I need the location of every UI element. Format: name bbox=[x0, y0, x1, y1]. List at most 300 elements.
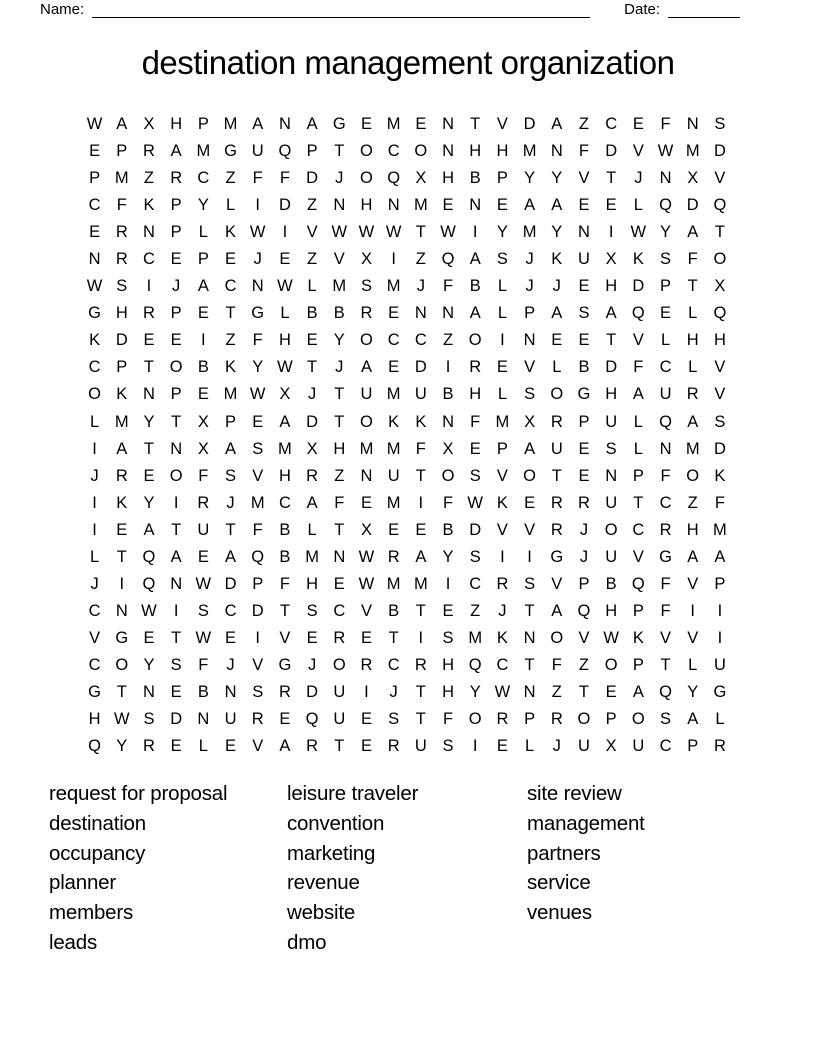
grid-cell-r15-c9: A bbox=[306, 493, 318, 512]
grid-cell-r3-c6: Z bbox=[225, 169, 236, 188]
grid-cell-r17-c20: U bbox=[605, 547, 618, 566]
grid-cell-r14-c16: V bbox=[496, 466, 508, 485]
grid-cell-r4-c15: N bbox=[469, 196, 482, 215]
grid-cell-r19-c16: J bbox=[498, 601, 507, 620]
grid-cell-r17-c18: G bbox=[550, 547, 564, 566]
grid-cell-r8-c14: N bbox=[442, 304, 454, 323]
word-item: convention bbox=[287, 811, 385, 835]
grid-cell-r24-c16: E bbox=[496, 737, 508, 756]
grid-cell-r20-c5: W bbox=[195, 628, 212, 647]
grid-cell-r24-c11: E bbox=[360, 737, 372, 756]
grid-cell-r17-c2: T bbox=[116, 547, 127, 566]
grid-cell-r19-c22: F bbox=[660, 601, 671, 620]
grid-cell-r3-c7: F bbox=[252, 169, 263, 188]
word-item: planner bbox=[49, 871, 116, 895]
grid-cell-r11-c11: U bbox=[360, 385, 373, 404]
grid-cell-r3-c4: R bbox=[170, 169, 183, 188]
grid-cell-r22-c18: Z bbox=[551, 683, 562, 701]
grid-cell-r1-c21: E bbox=[632, 115, 644, 134]
grid-cell-r14-c14: O bbox=[441, 466, 455, 485]
grid-cell-r22-c12: J bbox=[389, 683, 398, 701]
grid-cell-r1-c7: A bbox=[252, 115, 264, 134]
grid-cell-r1-c20: C bbox=[605, 115, 618, 134]
grid-cell-r7-c18: J bbox=[552, 277, 561, 296]
grid-cell-r23-c3: S bbox=[143, 710, 155, 729]
grid-cell-r9-c14: Z bbox=[442, 331, 454, 350]
grid-cell-r10-c12: E bbox=[388, 358, 400, 377]
grid-cell-r14-c19: E bbox=[578, 466, 590, 485]
grid-cell-r3-c23: X bbox=[687, 169, 699, 188]
grid-cell-r1-c8: N bbox=[278, 115, 291, 134]
grid-cell-r4-c21: L bbox=[633, 196, 643, 215]
grid-cell-r14-c17: O bbox=[523, 466, 537, 485]
grid-cell-r8-c18: A bbox=[551, 304, 563, 323]
grid-cell-r3-c9: D bbox=[306, 169, 319, 188]
grid-cell-r23-c7: R bbox=[251, 710, 264, 729]
grid-cell-r13-c15: E bbox=[469, 439, 481, 458]
grid-cell-r4-c13: M bbox=[413, 196, 428, 215]
grid-cell-r10-c22: C bbox=[659, 358, 672, 377]
grid-cell-r6-c18: K bbox=[551, 250, 563, 269]
grid-cell-r12-c2: M bbox=[114, 412, 129, 431]
grid-cell-r8-c5: E bbox=[197, 304, 209, 323]
grid-cell-r13-c24: D bbox=[713, 439, 726, 458]
grid-cell-r3-c5: C bbox=[197, 169, 210, 188]
grid-cell-r13-c8: M bbox=[278, 439, 292, 458]
grid-cell-r7-c17: J bbox=[525, 277, 534, 296]
grid-cell-r2-c8: Q bbox=[278, 142, 292, 161]
grid-cell-r11-c22: U bbox=[659, 385, 672, 404]
grid-cell-r5-c12: W bbox=[385, 223, 402, 242]
grid-cell-r23-c18: R bbox=[550, 710, 563, 729]
grid-cell-r12-c19: P bbox=[578, 412, 590, 431]
grid-cell-r21-c1: C bbox=[88, 655, 101, 674]
grid-cell-r19-c14: E bbox=[442, 601, 454, 620]
grid-cell-r12-c12: K bbox=[388, 412, 400, 431]
grid-cell-r11-c10: T bbox=[334, 385, 345, 404]
grid-cell-r2-c7: U bbox=[251, 142, 264, 161]
grid-cell-r11-c5: E bbox=[197, 385, 209, 404]
grid-cell-r1-c5: P bbox=[197, 115, 209, 134]
grid-cell-r1-c2: A bbox=[116, 115, 128, 134]
grid-cell-r20-c2: G bbox=[115, 628, 129, 647]
grid-cell-r13-c13: F bbox=[415, 439, 426, 458]
grid-cell-r22-c2: T bbox=[116, 683, 127, 701]
grid-cell-r3-c15: B bbox=[469, 169, 481, 188]
grid-cell-r8-c2: H bbox=[115, 304, 128, 323]
grid-cell-r17-c22: G bbox=[659, 547, 672, 566]
grid-cell-r10-c8: W bbox=[277, 358, 293, 377]
grid-cell-r16-c9: L bbox=[307, 520, 317, 539]
grid-cell-r12-c23: A bbox=[687, 412, 699, 431]
grid-cell-r23-c15: O bbox=[468, 710, 482, 729]
grid-cell-r16-c7: F bbox=[252, 520, 263, 539]
word-item: site review bbox=[527, 782, 622, 805]
grid-cell-r12-c6: P bbox=[225, 412, 237, 431]
grid-cell-r9-c13: C bbox=[414, 331, 427, 350]
grid-cell-r2-c17: M bbox=[522, 142, 537, 161]
grid-cell-r16-c19: J bbox=[579, 520, 589, 539]
grid-cell-r22-c24: G bbox=[713, 683, 727, 701]
grid-cell-r23-c17: P bbox=[524, 710, 536, 729]
grid-cell-r5-c6: K bbox=[225, 223, 237, 242]
grid-cell-r5-c2: R bbox=[115, 223, 128, 242]
grid-cell-r16-c12: E bbox=[388, 520, 400, 539]
grid-cell-r7-c13: J bbox=[416, 277, 425, 296]
grid-cell-r6-c10: V bbox=[333, 250, 345, 269]
grid-cell-r11-c8: X bbox=[279, 385, 291, 404]
grid-cell-r10-c4: O bbox=[169, 358, 183, 377]
grid-cell-r1-c1: W bbox=[86, 115, 103, 134]
grid-cell-r9-c10: Y bbox=[333, 331, 345, 350]
grid-cell-r2-c14: N bbox=[442, 142, 454, 161]
grid-cell-r5-c9: V bbox=[306, 223, 318, 242]
grid-cell-r14-c23: O bbox=[686, 466, 700, 485]
grid-cell-r19-c7: D bbox=[251, 601, 264, 620]
grid-cell-r3-c12: Q bbox=[387, 169, 401, 188]
grid-cell-r6-c14: Q bbox=[441, 250, 455, 269]
word-item: marketing bbox=[287, 841, 376, 865]
grid-cell-r14-c21: P bbox=[632, 466, 644, 485]
grid-cell-r11-c23: R bbox=[686, 385, 699, 404]
grid-cell-r23-c9: Q bbox=[305, 710, 319, 729]
grid-cell-r22-c6: N bbox=[224, 683, 237, 701]
grid-cell-r19-c5: S bbox=[197, 601, 209, 620]
grid-cell-r18-c20: B bbox=[605, 574, 617, 593]
grid-cell-r1-c18: A bbox=[551, 115, 563, 134]
grid-cell-r11-c24: V bbox=[714, 385, 726, 404]
grid-cell-r8-c11: R bbox=[360, 304, 373, 323]
grid-cell-r15-c7: M bbox=[250, 493, 265, 512]
grid-cell-r23-c23: A bbox=[687, 710, 699, 729]
grid-cell-r1-c3: X bbox=[143, 115, 155, 134]
grid-cell-r15-c12: M bbox=[386, 493, 401, 512]
grid-cell-r8-c21: Q bbox=[631, 304, 645, 323]
grid-cell-r13-c20: S bbox=[605, 439, 617, 458]
grid-cell-r21-c11: R bbox=[360, 655, 373, 674]
grid-cell-r21-c4: S bbox=[170, 655, 182, 674]
grid-cell-r20-c8: V bbox=[279, 628, 291, 647]
grid-cell-r24-c2: Y bbox=[116, 737, 128, 756]
grid-cell-r9-c21: V bbox=[632, 331, 644, 350]
grid-cell-r17-c6: A bbox=[225, 547, 237, 566]
grid-cell-r21-c12: C bbox=[387, 655, 400, 674]
grid-cell-r20-c9: E bbox=[306, 628, 318, 647]
grid-cell-r7-c5: A bbox=[197, 277, 209, 296]
grid-cell-r4-c20: E bbox=[605, 196, 617, 215]
grid-cell-r13-c11: M bbox=[359, 439, 374, 458]
grid-cell-r15-c19: R bbox=[578, 493, 590, 512]
grid-cell-r22-c21: A bbox=[632, 683, 644, 701]
name-date-header bbox=[40, 0, 740, 18]
grid-cell-r12-c9: D bbox=[306, 412, 319, 431]
grid-cell-r15-c16: K bbox=[496, 493, 508, 512]
grid-cell-r14-c18: T bbox=[551, 466, 562, 485]
grid-cell-r1-c17: D bbox=[523, 115, 536, 134]
grid-cell-r18-c6: D bbox=[224, 574, 237, 593]
grid-cell-r24-c8: A bbox=[279, 737, 291, 756]
grid-cell-r1-c12: M bbox=[386, 115, 401, 134]
grid-cell-r9-c23: H bbox=[686, 331, 699, 350]
grid-cell-r9-c20: T bbox=[606, 331, 617, 350]
grid-cell-r15-c3: Y bbox=[143, 493, 155, 512]
grid-cell-r8-c10: B bbox=[333, 304, 345, 323]
grid-cell-r17-c21: V bbox=[632, 547, 644, 566]
grid-cell-r5-c19: N bbox=[578, 223, 590, 242]
grid-cell-r18-c2: I bbox=[119, 574, 125, 593]
grid-cell-r22-c7: S bbox=[252, 683, 264, 701]
grid-cell-r13-c14: X bbox=[442, 439, 454, 458]
grid-cell-r11-c21: A bbox=[632, 385, 644, 404]
grid-cell-r20-c13: I bbox=[418, 628, 424, 647]
grid-cell-r22-c23: Y bbox=[687, 683, 699, 701]
grid-cell-r17-c15: S bbox=[469, 547, 481, 566]
grid-cell-r20-c22: V bbox=[660, 628, 672, 647]
grid-cell-r21-c20: O bbox=[604, 655, 618, 674]
grid-cell-r21-c23: L bbox=[688, 655, 698, 674]
grid-cell-r8-c17: P bbox=[524, 304, 536, 323]
grid-cell-r1-c4: H bbox=[170, 115, 183, 134]
grid-cell-r9-c16: I bbox=[500, 331, 505, 350]
letter-grid bbox=[81, 111, 734, 761]
grid-cell-r23-c24: L bbox=[715, 710, 725, 729]
grid-cell-r2-c20: D bbox=[605, 142, 618, 161]
grid-cell-r23-c20: P bbox=[605, 710, 617, 729]
grid-cell-r5-c5: L bbox=[198, 223, 208, 242]
grid-cell-r7-c21: D bbox=[632, 277, 645, 296]
grid-cell-r9-c3: E bbox=[143, 331, 155, 350]
grid-cell-r15-c10: F bbox=[334, 493, 345, 512]
grid-cell-r3-c2: M bbox=[114, 169, 129, 188]
grid-cell-r15-c17: E bbox=[524, 493, 536, 512]
grid-cell-r13-c6: A bbox=[225, 439, 237, 458]
grid-cell-r8-c23: L bbox=[688, 304, 698, 323]
grid-cell-r14-c5: F bbox=[198, 466, 209, 485]
grid-cell-r8-c13: N bbox=[414, 304, 427, 323]
grid-cell-r3-c14: H bbox=[442, 169, 454, 188]
grid-cell-r20-c10: R bbox=[333, 628, 346, 647]
grid-cell-r3-c18: Y bbox=[551, 169, 563, 188]
grid-cell-r17-c3: Q bbox=[142, 547, 156, 566]
grid-cell-r16-c3: A bbox=[143, 520, 155, 539]
grid-cell-r21-c5: F bbox=[198, 655, 209, 674]
grid-cell-r21-c8: G bbox=[278, 655, 292, 674]
grid-cell-r5-c17: M bbox=[522, 223, 537, 242]
name-blank-line bbox=[92, 4, 590, 18]
grid-cell-r2-c11: O bbox=[360, 142, 373, 161]
grid-cell-r7-c15: B bbox=[469, 277, 481, 296]
grid-cell-r23-c2: W bbox=[113, 710, 130, 729]
grid-cell-r19-c24: I bbox=[717, 601, 723, 620]
grid-cell-r3-c24: V bbox=[714, 169, 726, 188]
grid-cell-r6-c16: S bbox=[496, 250, 508, 269]
grid-cell-r15-c18: R bbox=[550, 493, 563, 512]
grid-cell-r16-c4: T bbox=[171, 520, 182, 539]
grid-cell-r12-c14: N bbox=[442, 412, 454, 431]
grid-cell-r24-c10: T bbox=[334, 737, 345, 756]
grid-cell-r20-c19: V bbox=[578, 628, 590, 647]
grid-cell-r1-c24: S bbox=[714, 115, 726, 134]
grid-cell-r13-c12: M bbox=[386, 439, 401, 458]
grid-cell-r12-c18: R bbox=[550, 412, 563, 431]
grid-cell-r10-c17: V bbox=[524, 358, 536, 377]
grid-cell-r19-c9: S bbox=[306, 601, 318, 620]
grid-cell-r1-c23: N bbox=[686, 115, 699, 134]
grid-cell-r12-c13: K bbox=[415, 412, 427, 431]
word-item: members bbox=[49, 901, 134, 925]
grid-cell-r20-c24: I bbox=[717, 628, 723, 647]
grid-cell-r7-c22: P bbox=[660, 277, 672, 296]
grid-cell-r7-c10: M bbox=[332, 277, 347, 296]
grid-cell-r10-c10: J bbox=[335, 358, 344, 377]
grid-cell-r21-c6: J bbox=[226, 655, 235, 674]
grid-cell-r23-c10: U bbox=[333, 710, 346, 729]
grid-cell-r18-c9: H bbox=[306, 574, 319, 593]
grid-cell-r15-c23: Z bbox=[687, 493, 698, 512]
grid-cell-r12-c8: A bbox=[279, 412, 291, 431]
grid-cell-r8-c3: R bbox=[143, 304, 155, 323]
grid-cell-r6-c4: E bbox=[170, 250, 182, 269]
grid-cell-r11-c19: G bbox=[577, 385, 591, 404]
grid-cell-r18-c5: W bbox=[195, 574, 212, 593]
grid-cell-r18-c22: F bbox=[660, 574, 671, 593]
grid-cell-r15-c24: F bbox=[714, 493, 725, 512]
grid-cell-r2-c3: R bbox=[143, 142, 155, 161]
grid-cell-r2-c22: W bbox=[657, 142, 674, 161]
grid-cell-r24-c1: Q bbox=[88, 737, 102, 756]
grid-cell-r3-c22: N bbox=[659, 169, 672, 188]
grid-cell-r20-c21: K bbox=[632, 628, 644, 647]
grid-cell-r4-c22: Q bbox=[659, 196, 672, 215]
grid-cell-r24-c7: V bbox=[252, 737, 264, 756]
grid-cell-r12-c22: Q bbox=[659, 412, 672, 431]
grid-cell-r6-c5: P bbox=[197, 250, 209, 269]
grid-cell-r17-c11: W bbox=[358, 547, 375, 566]
grid-cell-r18-c23: V bbox=[687, 574, 699, 593]
grid-cell-r13-c16: P bbox=[496, 439, 508, 458]
grid-cell-r11-c18: O bbox=[550, 385, 564, 404]
grid-cell-r4-c3: K bbox=[143, 196, 155, 215]
grid-cell-r18-c14: I bbox=[445, 574, 451, 593]
grid-cell-r24-c3: R bbox=[143, 737, 155, 756]
grid-cell-r15-c21: T bbox=[633, 493, 644, 512]
grid-cell-r18-c15: C bbox=[469, 574, 482, 593]
grid-cell-r19-c1: C bbox=[88, 601, 101, 620]
grid-cell-r14-c1: J bbox=[90, 466, 99, 485]
grid-cell-r8-c20: A bbox=[605, 304, 617, 323]
grid-cell-r24-c20: X bbox=[605, 737, 617, 756]
grid-cell-r6-c3: C bbox=[143, 250, 155, 269]
grid-cell-r22-c13: T bbox=[415, 683, 426, 701]
grid-cell-r15-c15: W bbox=[467, 493, 483, 512]
grid-cell-r11-c17: S bbox=[524, 385, 536, 404]
grid-cell-r3-c3: Z bbox=[143, 169, 155, 188]
grid-cell-r23-c4: D bbox=[170, 710, 183, 729]
grid-cell-r5-c20: I bbox=[608, 223, 614, 242]
grid-cell-r22-c5: B bbox=[197, 683, 209, 701]
grid-cell-r5-c1: E bbox=[89, 223, 101, 242]
word-item: destination bbox=[49, 811, 146, 835]
grid-cell-r7-c14: F bbox=[442, 277, 454, 296]
grid-cell-r2-c18: N bbox=[550, 142, 563, 161]
grid-cell-r13-c18: U bbox=[550, 439, 563, 458]
grid-cell-r9-c9: E bbox=[306, 331, 318, 350]
grid-cell-r21-c18: F bbox=[551, 655, 562, 674]
grid-cell-r12-c4: T bbox=[171, 412, 182, 431]
grid-cell-r16-c18: R bbox=[550, 520, 563, 539]
grid-cell-r15-c5: R bbox=[197, 493, 210, 512]
grid-cell-r11-c4: P bbox=[170, 385, 182, 404]
grid-cell-r22-c19: T bbox=[578, 683, 590, 701]
grid-cell-r13-c3: T bbox=[143, 439, 155, 458]
grid-cell-r11-c20: H bbox=[605, 385, 618, 404]
grid-cell-r5-c16: Y bbox=[496, 223, 508, 242]
grid-cell-r17-c14: Y bbox=[442, 547, 454, 566]
grid-cell-r8-c19: S bbox=[578, 304, 590, 323]
grid-cell-r17-c5: E bbox=[197, 547, 209, 566]
grid-cell-r20-c15: M bbox=[468, 628, 483, 647]
grid-cell-r4-c24: Q bbox=[713, 196, 727, 215]
grid-cell-r7-c20: H bbox=[605, 277, 618, 296]
grid-cell-r12-c17: X bbox=[524, 412, 536, 431]
grid-cell-r16-c24: M bbox=[713, 520, 727, 539]
grid-cell-r17-c13: A bbox=[415, 547, 427, 566]
grid-cell-r6-c20: X bbox=[605, 250, 617, 269]
grid-cell-r22-c4: E bbox=[170, 683, 182, 701]
grid-cell-r22-c10: U bbox=[333, 683, 346, 701]
grid-cell-r9-c1: K bbox=[89, 331, 101, 350]
grid-cell-r9-c18: E bbox=[551, 331, 563, 350]
grid-cell-r4-c11: H bbox=[360, 196, 373, 215]
grid-cell-r11-c9: J bbox=[307, 385, 317, 404]
grid-cell-r4-c8: D bbox=[278, 196, 291, 215]
grid-cell-r19-c4: I bbox=[173, 601, 179, 620]
grid-cell-r20-c18: O bbox=[550, 628, 564, 647]
grid-cell-r16-c14: B bbox=[442, 520, 454, 539]
grid-cell-r18-c13: M bbox=[413, 574, 428, 593]
grid-cell-r5-c7: W bbox=[249, 223, 266, 242]
grid-cell-r8-c12: E bbox=[388, 304, 400, 323]
grid-cell-r19-c19: Q bbox=[577, 601, 591, 620]
grid-cell-r1-c10: G bbox=[332, 115, 346, 134]
grid-cell-r23-c14: F bbox=[442, 710, 454, 729]
grid-cell-r8-c16: L bbox=[497, 304, 507, 323]
grid-cell-r7-c3: I bbox=[146, 277, 152, 296]
grid-cell-r5-c22: Y bbox=[660, 223, 672, 242]
grid-cell-r8-c1: G bbox=[88, 304, 102, 323]
puzzle-title: destination management organization bbox=[141, 44, 675, 81]
grid-cell-r10-c18: L bbox=[552, 358, 562, 377]
grid-cell-r20-c23: V bbox=[687, 628, 699, 647]
grid-cell-r24-c13: U bbox=[414, 737, 427, 756]
grid-cell-r20-c16: K bbox=[496, 628, 508, 647]
grid-cell-r19-c8: T bbox=[279, 601, 290, 620]
grid-cell-r16-c20: O bbox=[604, 520, 618, 539]
grid-cell-r10-c1: C bbox=[88, 358, 101, 377]
grid-cell-r13-c19: E bbox=[578, 439, 590, 458]
grid-cell-r16-c23: H bbox=[686, 520, 699, 539]
grid-cell-r2-c6: G bbox=[224, 142, 237, 161]
grid-cell-r15-c13: I bbox=[418, 493, 424, 512]
grid-cell-r14-c10: Z bbox=[334, 466, 345, 485]
grid-cell-r16-c15: D bbox=[469, 520, 482, 539]
grid-cell-r21-c9: J bbox=[307, 655, 317, 674]
grid-cell-r16-c2: E bbox=[116, 520, 128, 539]
grid-cell-r20-c4: T bbox=[171, 628, 182, 647]
grid-cell-r17-c23: A bbox=[687, 547, 699, 566]
grid-cell-r4-c5: Y bbox=[197, 196, 209, 215]
grid-cell-r20-c6: E bbox=[225, 628, 237, 647]
